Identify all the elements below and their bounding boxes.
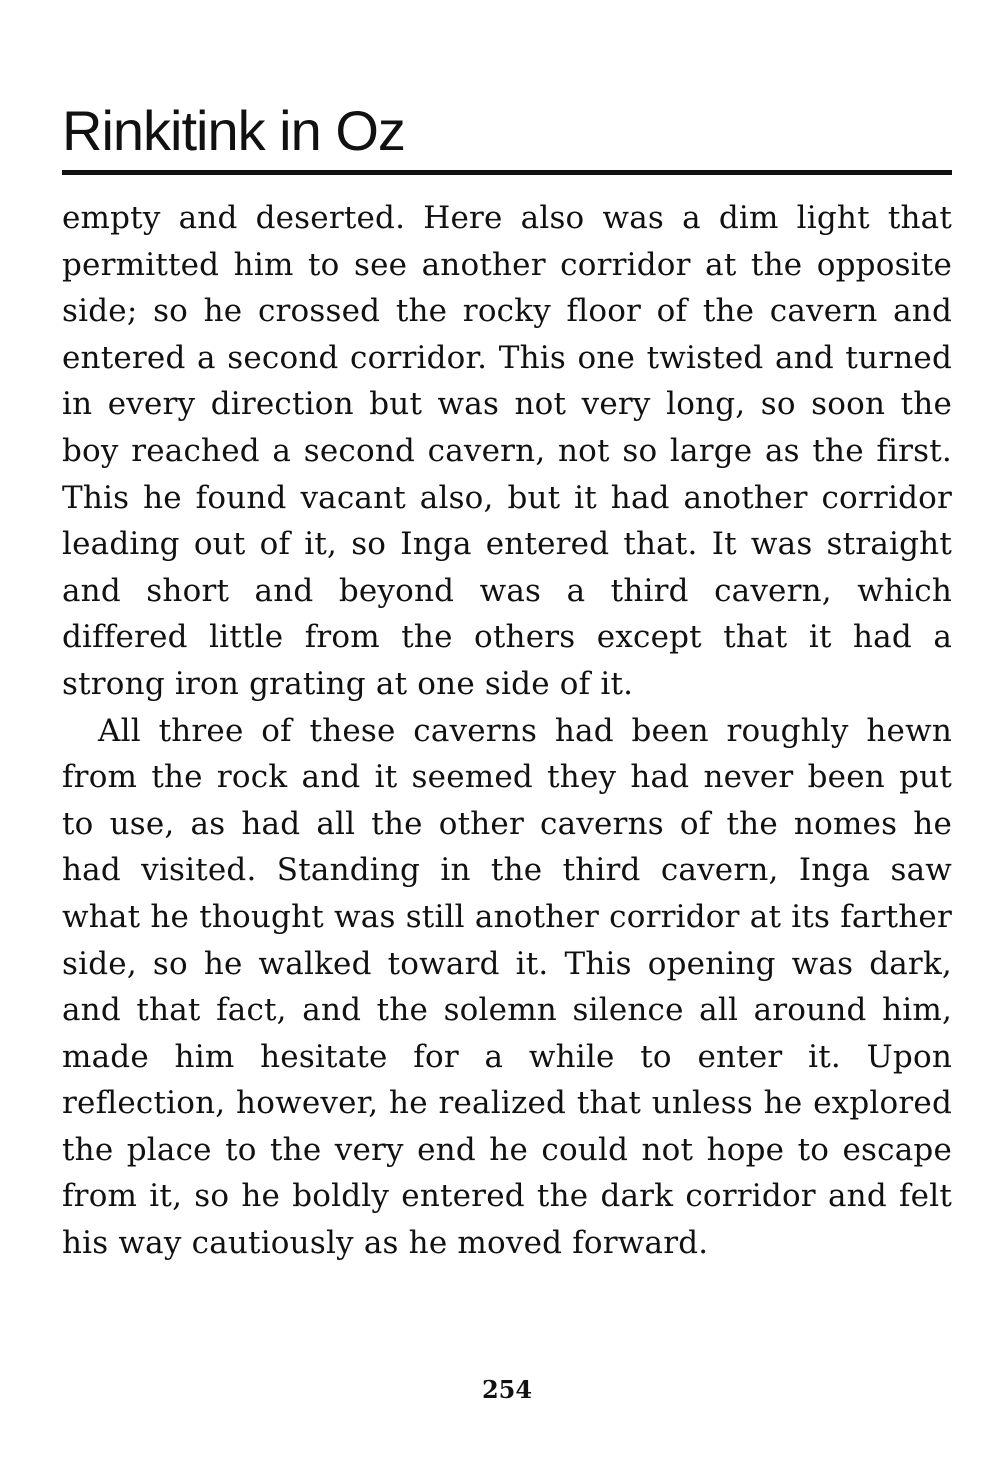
paragraph-continued: empty and deserted. Here also was a dim light that permitted him to see another corridor at the opposite side; so he crossed the rocky floor of the cavern and entered a second corridor. This one twisted and turned in every direction but was not very long, so soon the boy reached a second cavern, not so large as the first. This he found vacant also, but it had another corridor leading out of it, so Inga entered that. It was straight and short and beyond was a third cavern, which differed little from the others except that it had a strong iron grating at one side of it.: [62, 200, 952, 702]
body-text: [62, 195, 952, 1267]
header-rule: [62, 170, 952, 175]
book-page: [62, 0, 952, 1470]
running-head-title: Rinkitink in Oz: [62, 99, 405, 162]
paragraph: All three of these caverns had been roughly hewn from the rock and it seemed they had never been put to use, as had all the other caverns of the nomes he had visited. Standing in the third cavern, Inga saw what he thought was still another corridor at its farther side, so he walked toward it. This opening was dark, and that fact, and the solemn silence all around him, made him hesitate for a while to enter it. Upon reflection, however, he realized that unless he explored the place to the very end he could not hope to escape from it, so he boldly entered the dark corridor and felt his way cautiously as he moved forward.: [62, 712, 952, 1262]
page-number: 254: [481, 1375, 533, 1404]
